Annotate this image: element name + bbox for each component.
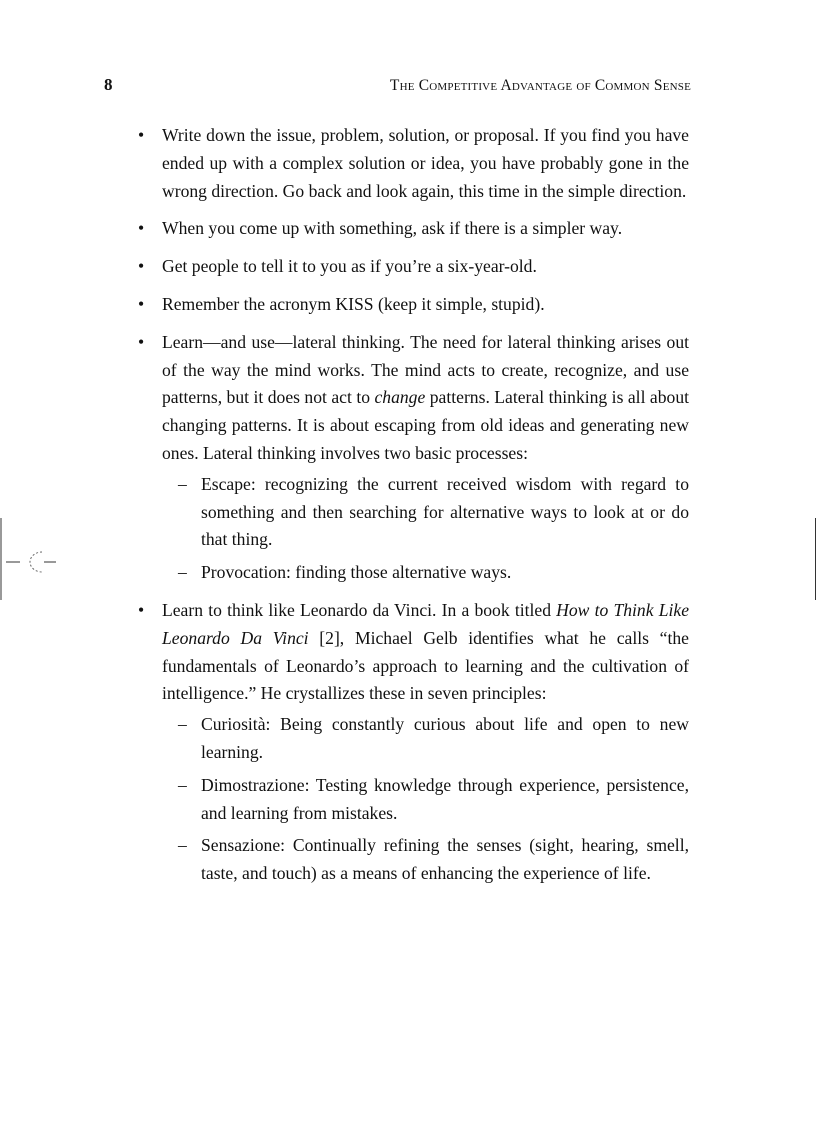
page-number: 8 xyxy=(104,75,113,94)
book-title: How to Think Like Leonardo Da Vinci xyxy=(162,599,689,648)
emphasis-text: change xyxy=(374,387,426,408)
sub-list xyxy=(162,471,689,587)
running-head: The Competitive Advantage of Common Sense xyxy=(389,77,691,94)
sub-item xyxy=(162,772,689,828)
bullet-text: Learn—and use—lateral thinking. The need for lateral thinking arises out of the way the mind works. The mind acts to create, recognize, and use patterns, but it does not act to xyxy=(162,331,689,408)
sub-list xyxy=(162,711,689,888)
bullet-text: Remember the acronym KISS (keep it simple, stupid). xyxy=(162,293,545,314)
sub-item xyxy=(162,471,689,554)
bullet-item xyxy=(136,122,689,205)
bullet-text: Learn to think like Leonardo da Vinci. In a book titled xyxy=(162,599,557,620)
sub-item-text: Dimostrazione: Testing knowledge through experience, persistence, and learning from mistakes. xyxy=(201,774,689,823)
bullet-item-leonardo xyxy=(136,597,689,888)
bullet-list xyxy=(136,122,689,888)
bullet-item xyxy=(136,291,689,319)
bullet-text: [2], Michael Gelb identifies what he calls “the fundamentals of Leonardo’s approach to learning and the cultivation of intelligence.” He crystallizes these in seven principles: xyxy=(162,627,689,704)
registration-mark-icon xyxy=(0,518,60,608)
body-text xyxy=(136,122,689,898)
bullet-text: Write down the issue, problem, solution, or proposal. If you find you have ended up with a complex solution or idea, you have probably gone in the wrong direction. Go back and look again, this time in the simple direction. xyxy=(162,125,689,201)
sub-item-text: Curiosità: Being constantly curious about life and open to new learning. xyxy=(201,714,689,762)
bullet-text: Get people to tell it to you as if you’re a six-year-old. xyxy=(162,256,537,277)
bullet-item xyxy=(136,253,689,281)
sub-item xyxy=(162,711,689,767)
bullet-item-lateral-thinking xyxy=(136,329,689,587)
bullet-text: patterns. Lateral thinking is all about changing patterns. It is about escaping from old ideas and generating new ones. Lateral thinking involves two basic processes: xyxy=(162,387,689,463)
sub-item xyxy=(162,559,689,587)
sub-item-text: Sensazione: Continually refining the senses (sight, hearing, smell, taste, and touch) as a means of enhancing the experience of life. xyxy=(201,835,689,884)
sub-item xyxy=(162,832,689,888)
sub-item-text: Escape: recognizing the current received wisdom with regard to something and then searching for alternative ways to look at or do that thing. xyxy=(201,473,689,550)
bullet-item xyxy=(136,215,689,243)
sub-item-text: Provocation: finding those alternative ways. xyxy=(201,562,512,583)
bullet-text: When you come up with something, ask if there is a simpler way. xyxy=(162,218,623,239)
